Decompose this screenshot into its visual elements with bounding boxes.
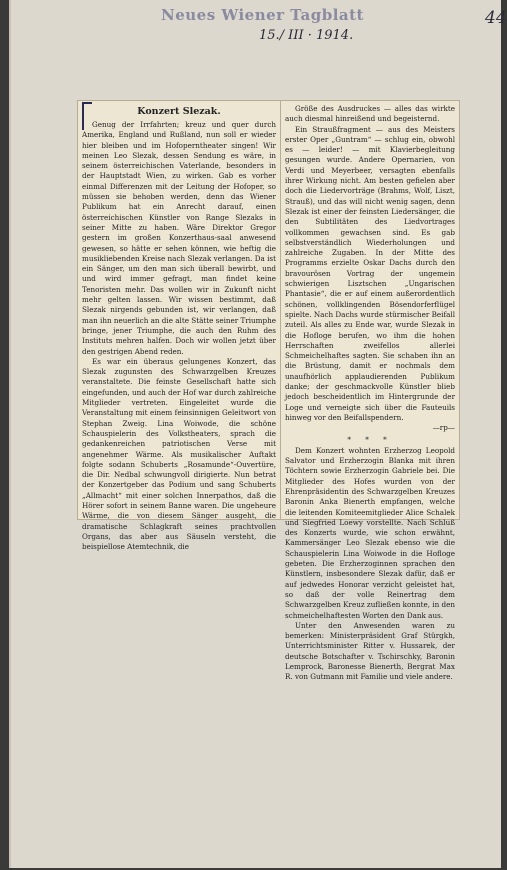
section-separator: * * *	[347, 434, 393, 444]
article-paragraph: Größe des Ausdruckes — alles das wirkte auch diesmal hinreißend und begeisternd.	[285, 104, 455, 124]
article-signature: —rp—	[432, 423, 455, 433]
article-title: Konzert Slezak.	[137, 106, 221, 117]
article-paragraph: Es war ein überaus gelungenes Konzert, das Slezak zugunsten des Schwarzgelben Kreuzes veranstaltete. Die feinste Gesellschaft hatte sich eingefunden, und auch der Hof war durch zahlreiche Mitglieder vertreten. Eingeleitet wurde die Veranstaltung mit einem feinsinnigen Geleitwort von Stephan Zweig. Lina Woiwode, die schöne Schauspielerin des Volkstheaters, sprach die gedankenreichen patriotischen Verse mit angenehmer Wärme. Als musikalischer Auftakt folgte sodann Schuberts „Rosamunde“-Ouvertüre, die Dir. Nedbal schwungvoll dirigierte. Nun betrat der Konzertgeber das Podium und sang Schuberts „Allmacht“ mit einer solchen Innerpathos, daß die Hörer sofort in seinem Banne waren. Die ungeheure Wärme, die von diesem Sänger ausgeht, die dramatische Schlagkraft seines prachtvollen Organs, das aber aus Säuseln versteht, die beispiellose Atemtechnik, die	[82, 356, 276, 552]
article-right-column	[285, 104, 455, 683]
article-paragraph: Genug der Irrfahrten; kreuz und quer durch Amerika, England und Rußland, nun soll er wieder hier bleiben und im Hofoperntheater singen! Wir meinen Leo Slezak, dessen Sendung es wäre, in seinem österreichischen Vaterlande, besonders in der Hauptstadt Wien, zu wirken. Gab es vorher einmal Differenzen mit der Leitung der Hofoper, so müssen sie behoben werden, denn das Wiener Publikum hat ein Anrecht darauf, einen österreichischen Künstler von Range Slezaks in seiner Mitte zu haben. Wäre Direktor Gregor gestern im großen Konzerthaus-saal anwesend gewesen, so hätte er sehen können, wie heftig die musikliebenden Kreise nach Slezak verlangen. Da ist ein Sänger, um den man sich überall bewirbt, und und wird immer gefragt, man findet keine Tenoristen mehr. Das wollen wir in Zukunft nicht mehr gelten lassen. Wir wissen bestimmt, daß Slezak nirgends gebunden ist, wir verlangen, daß man ihn neuerlich an die alte Stätte seiner Triumphe bringe, jener Triumphe, die auch den Ruhm des Instituts mehren halfen. Doch wir wollen jetzt über den gestrigen Abend reden.	[82, 120, 276, 356]
newspaper-stamp: Neues Wiener Tagblatt	[161, 6, 364, 24]
handwritten-date: 15./ III · 1914.	[259, 28, 354, 43]
article-left-column	[82, 102, 276, 552]
article-paragraph: Unter den Anwesenden waren zu bemerken: Ministerpräsident Graf Stürgkh, Unterrichtsminister Ritter v. Hussarek, der deutsche Botschafter v. Tschirschky, Baronin Lemprock, Baronesse Bienerth, Bergrat Max R. von Gutmann mit Familie und viele andere.	[285, 620, 455, 682]
article-paragraph: Ein Straußfragment — aus des Meisters erster Oper „Guntram“ — schlug ein, obwohl es — leider! — mit Klavierbegleitung gesungen wurde. Andere Opernarien, von Verdi und Meyerbeer, versagten ebenfalls ihrer Wirkung nicht. Am besten gefielen aber doch die Liedervorträge (Brahms, Wolf, Liszt, Strauß), und das will nicht wenig sagen, denn Slezak ist einer der feinsten Liedersänger, die den Subtilitäten des Liedvortrages vollkommen gewachsen sind. Es gab selbstverständlich Wiederholungen und zahlreiche Zugaben. In der Mitte des Programms erzielte Oskar Dachs durch den bravourösen Vortrag der ungemein schwierigen Lisztschen „Ungarischen Phantasie“, die er auf einem außerordentlich schönen, vollklingenden Bösendorferflügel spielte. Nach Dachs wurde stürmischer Beifall zuteil. Als alles zu Ende war, wurde Slezak in die Hofloge berufen, wo ihm die hohen Herrschaften zweifellos allerlei Schmeichelhaftes sagten. Sie schaben ihn an die Brüstung, damit er nochmals dem unaufhörlich applaudierenden Publikum danke; der geschmackvolle Künstler blieb jedoch bescheidentlich im Hintergrunde der Loge und verneigte sich über die Fauteuils hinweg vor den Beifallspendern.	[285, 124, 455, 422]
page-number: 44	[485, 8, 507, 28]
article-paragraph: Dem Konzert wohnten Erzherzog Leopold Salvator und Erzherzogin Blanka mit ihren Töchtern sowie Erzherzogin Gabriele bei. Die Mitglieder des Hofes wurden von der Ehrenpräsidentin des Schwarzgelben Kreuzes Baronin Anka Bienerth empfangen, welche die leitenden Komiteemitglieder Alice Schalek und Siegfried Loewy vorstellte. Nach Schluß des Konzerts wurde, wie schon erwähnt, Kammersänger Leo Slezak ebenso wie die Schauspielerin Lina Woiwode in die Hofloge gebeten. Die Erzherzoginnen sprachen den Künstlern, insbesondere Slezak dafür, daß er auf jedwedes Honorar verzicht geleistet hat, so daß der volle Reinertrag dem Schwarzgelben Kreuz zufließen konnte, in den schmeichelhaftesten Worten den Dank aus.	[285, 445, 455, 620]
